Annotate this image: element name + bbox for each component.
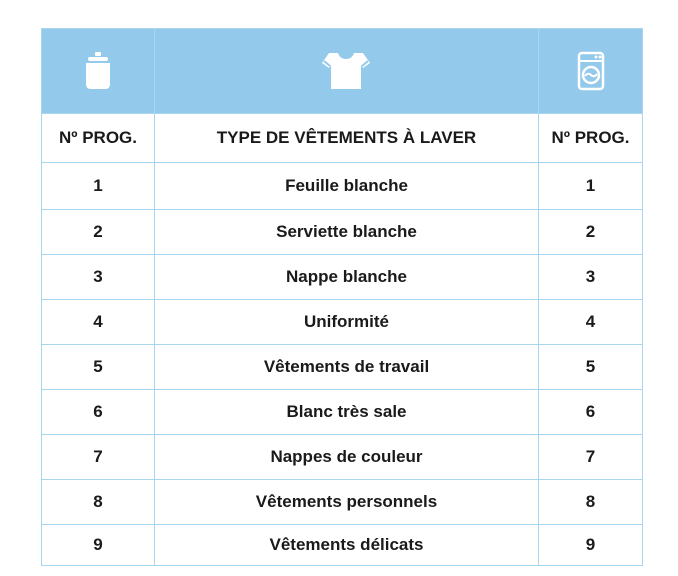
prog-left: 5 <box>42 345 155 390</box>
prog-right: 5 <box>539 345 643 390</box>
header-prog-right: Nº PROG. <box>539 114 643 163</box>
garment-type: Blanc très sale <box>155 390 539 435</box>
garment-type: Nappes de couleur <box>155 435 539 480</box>
garment-type: Nappe blanche <box>155 255 539 300</box>
garment-type: Uniformité <box>155 300 539 345</box>
table-row <box>42 345 643 390</box>
prog-left: 1 <box>42 163 155 210</box>
prog-left: 7 <box>42 435 155 480</box>
column-header-row <box>42 114 643 163</box>
table-row <box>42 255 643 300</box>
icon-header-row <box>42 29 643 114</box>
header-garment-type: TYPE DE VÊTEMENTS À LAVER <box>155 114 539 163</box>
prog-right: 7 <box>539 435 643 480</box>
table-row <box>42 163 643 210</box>
prog-right: 6 <box>539 390 643 435</box>
table-row <box>42 390 643 435</box>
tshirt-icon <box>321 51 373 91</box>
prog-left: 2 <box>42 210 155 255</box>
wash-program-table <box>41 28 643 566</box>
tshirt-icon-cell <box>155 29 539 114</box>
jar-icon-cell <box>42 29 155 114</box>
table-row <box>42 435 643 480</box>
prog-right: 2 <box>539 210 643 255</box>
header-prog-left: Nº PROG. <box>42 114 155 163</box>
prog-right: 1 <box>539 163 643 210</box>
washing-machine-icon <box>576 51 606 91</box>
garment-type: Vêtements délicats <box>155 525 539 566</box>
prog-right: 9 <box>539 525 643 566</box>
prog-left: 3 <box>42 255 155 300</box>
washing-machine-icon-cell <box>539 29 643 114</box>
prog-left: 4 <box>42 300 155 345</box>
garment-type: Feuille blanche <box>155 163 539 210</box>
garment-type: Serviette blanche <box>155 210 539 255</box>
jar-icon <box>83 51 113 91</box>
prog-left: 6 <box>42 390 155 435</box>
prog-right: 4 <box>539 300 643 345</box>
prog-right: 8 <box>539 480 643 525</box>
table-row <box>42 300 643 345</box>
prog-right: 3 <box>539 255 643 300</box>
table-row <box>42 525 643 566</box>
table-row <box>42 210 643 255</box>
prog-left: 9 <box>42 525 155 566</box>
table-row <box>42 480 643 525</box>
garment-type: Vêtements personnels <box>155 480 539 525</box>
prog-left: 8 <box>42 480 155 525</box>
garment-type: Vêtements de travail <box>155 345 539 390</box>
